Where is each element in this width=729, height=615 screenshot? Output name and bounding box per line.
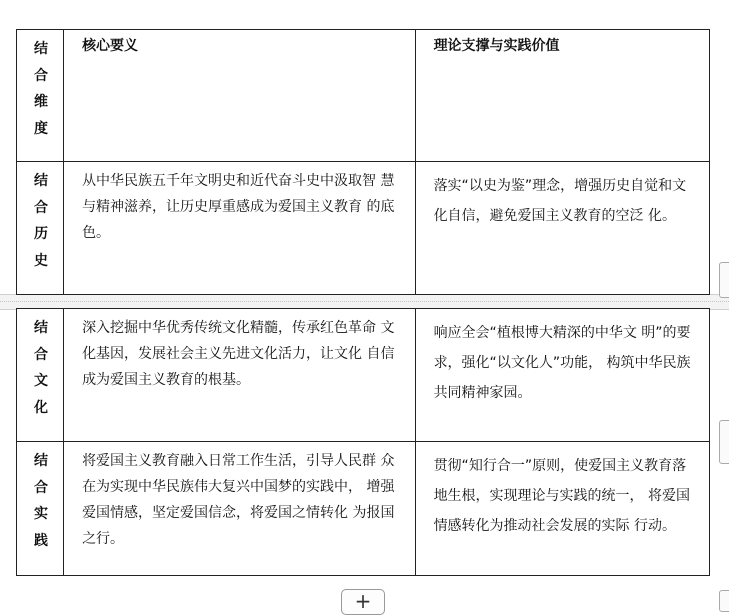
cell-value[interactable] (415, 162, 709, 295)
cell-dimension[interactable] (17, 309, 64, 442)
table-resize-handle[interactable] (719, 420, 729, 464)
add-row-button[interactable]: + (341, 589, 385, 615)
row-dimension-label: 结合文化 (34, 320, 49, 416)
row-core-text: 将爱国主义教育融入日常工作生活，引导人民群 众在为实现中华民族伟大复兴中国梦的实践中， 增强爱国情感，坚定爱国信念，将爱国之情转化 为报国之行。 (82, 453, 395, 547)
header-dimension-label: 结合维度 (34, 41, 49, 137)
table-part-1 (16, 29, 710, 295)
table-row (17, 162, 710, 295)
header-core-label: 核心要义 (82, 38, 139, 54)
cell-dimension[interactable] (17, 162, 64, 295)
table-resize-handle[interactable] (719, 590, 729, 612)
row-core-text: 深入挖掘中华优秀传统文化精髓，传承红色革命 文化基因，发展社会主义先进文化活力，让文化 自信成为爱国主义教育的根基。 (82, 320, 395, 388)
cell-core[interactable] (64, 309, 416, 442)
cell-value[interactable] (415, 442, 709, 576)
table-header-row (17, 30, 710, 162)
header-cell-dimension[interactable] (17, 30, 64, 162)
table-resize-handle[interactable] (719, 262, 729, 298)
table-row (17, 442, 710, 576)
cell-value[interactable] (415, 309, 709, 442)
row-core-text: 从中华民族五千年文明史和近代奋斗史中汲取智 慧与精神滋养，让历史厚重感成为爱国主义教育 的底色。 (82, 173, 395, 241)
row-value-text: 响应全会“植根博大精深的中华文 明”的要求，强化“以文化人”功能， 构筑中华民族共同精神家园。 (433, 325, 691, 401)
row-dimension-label: 结合历史 (34, 173, 49, 269)
row-dimension-label: 结合实践 (34, 453, 49, 549)
header-cell-value[interactable] (415, 30, 709, 162)
header-cell-core[interactable] (64, 30, 416, 162)
cell-core[interactable] (64, 442, 416, 576)
cell-core[interactable] (64, 162, 416, 295)
table-part-2 (16, 308, 710, 576)
header-value-label: 理论支撑与实践价值 (433, 38, 560, 54)
table-row (17, 309, 710, 442)
cell-dimension[interactable] (17, 442, 64, 576)
row-value-text: 贯彻“知行合一”原则，使爱国主义教育落地生根，实现理论与实践的统一， 将爱国情感转化为推动社会发展的实际 行动。 (433, 458, 691, 534)
row-value-text: 落实“以史为鉴”理念，增强历史自觉和文化自信，避免爱国主义教育的空泛 化。 (433, 178, 687, 224)
